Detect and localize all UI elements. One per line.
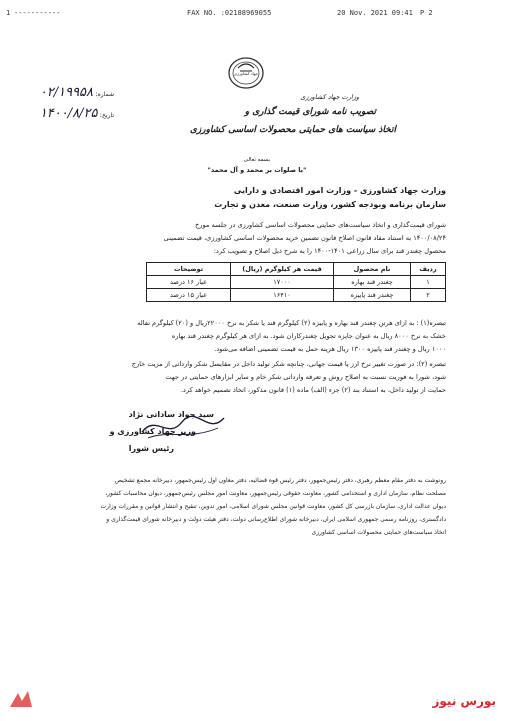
table-header-row bbox=[147, 263, 446, 276]
table-cell: ۱۷۰۰۰ bbox=[231, 276, 334, 289]
table-row bbox=[147, 276, 446, 289]
emblem-text: جهاد کشاورزی bbox=[233, 71, 259, 76]
reference-number: شماره: ۰۲/۱۹۹۵۸ bbox=[39, 85, 114, 100]
news-logo bbox=[6, 687, 36, 713]
note-line: تبصره (۲): در صورت تغییر نرخ ارز یا قیمت جهانی، چنانچه شکر تولید داخل در مقایسل شکر وارداتی از مزیت خارج bbox=[131, 360, 446, 368]
ministry-emblem bbox=[226, 56, 266, 90]
table-row bbox=[147, 289, 446, 302]
distribution-line: رونوشت به دفتر مقام معظم رهبری، دفتر رئیس‌جمهور، دفتر رئیس قوه قضائیه، دفتر معاون اول رئیس‌جمهور، دبیرخانه مجمع تشخیص bbox=[114, 477, 446, 484]
note-line: حمایت از تولید داخل، به استناد بند (۲) جزء (الف) ماده (۱) قانون مذکور، اتخاذ تصمیم خواهد کرد. bbox=[180, 386, 446, 394]
reference-date: تاریخ: ۱۴۰۰/۸/۲۵ bbox=[39, 106, 114, 121]
signature-title: وزیر جهاد کشاورزی و bbox=[109, 427, 196, 436]
fax-page-marker: 1 bbox=[6, 9, 11, 17]
intro-paragraph bbox=[66, 219, 446, 258]
intro-line: ۱۴۰۰/۰۸/۲۴ به استناد مفاد قانون اصلاح قانون تضمین خرید محصولات اساسی کشاورزی، قیمت تضمینی bbox=[163, 234, 446, 242]
basmala: بسمه تعالی bbox=[243, 157, 271, 163]
intro-line: شورای قیمت‌گذاری و اتخاذ سیاست‌های حمایتی محصولات اساسی کشاورزی در جلسه مورخ bbox=[195, 221, 446, 229]
reference-number-label: شماره bbox=[97, 91, 114, 98]
news-logo-icon bbox=[6, 687, 36, 713]
table-header: نام محصول bbox=[334, 263, 411, 276]
salavat: "با صلوات بر محمد و آل محمد" bbox=[207, 166, 307, 174]
reference-number-value: ۰۲/۱۹۹۵۸ bbox=[39, 85, 94, 100]
fax-number: FAX NO. :02188969055 bbox=[187, 9, 272, 17]
table-cell: عیار ۱۶ درصد bbox=[147, 276, 231, 289]
addressees-line2: سازمان برنامه وبودجه کشور، وزارت صنعت، معدن و تجارت bbox=[214, 200, 446, 209]
table-cell: چغندر قند پاییزه bbox=[334, 289, 411, 302]
note-line: ۱۰۰۰ ریال و چغندر قند پاییزه ۱۳۰۰ ریال هزینه حمل به قیمت تضمینی اضافه می‌شود. bbox=[214, 345, 446, 353]
note-line: خشک به نرخ ۸۰۰۰ ریال به عنوان جایزه تحویل چغندرکاران شود. به ازای هر کیلوگرم چغندر قند بهاره bbox=[171, 332, 446, 340]
letterhead-line1: تصویب نامه شورای قیمت گذاری و bbox=[244, 107, 376, 117]
fax-datetime: 20 Nov. 2021 09:41 bbox=[337, 9, 413, 17]
reference-date-value: ۱۴۰۰/۸/۲۵ bbox=[39, 106, 98, 121]
price-table bbox=[146, 262, 446, 302]
fax-page: P 2 bbox=[420, 9, 433, 17]
intro-line: محصول چغندر قند برای سال زراعی ۱۴۰۱-۱۴۰۰ را به شرح ذیل اصلاح و تصویب کرد: bbox=[213, 247, 446, 255]
letterhead-line2: اتخاذ سیاست های حمایتی محصولات اساسی کشاورزی bbox=[189, 125, 396, 135]
signature-role: رئیس شورا bbox=[128, 444, 174, 453]
table-cell: ۱ bbox=[411, 276, 446, 289]
signature-name: سید جواد ساداتی نژاد bbox=[128, 410, 214, 419]
note-1 bbox=[56, 317, 446, 356]
table-header: توضیحات bbox=[147, 263, 231, 276]
reference-date-label: تاریخ bbox=[102, 112, 114, 119]
watermark-text: بورس نیوز bbox=[432, 694, 496, 708]
table-cell: عیار ۱۵ درصد bbox=[147, 289, 231, 302]
distribution-line: اتخاذ سیاست‌های حمایتی محصولات اساسی کشاورزی bbox=[311, 529, 446, 536]
table-cell: ۲ bbox=[411, 289, 446, 302]
distribution-line: دادگستری، روزنامه رسمی جمهوری اسلامی ایران، دبیرخانه شورای اطلاع‌رسانی دولت، دفتر هیئت دولت و دبیرخانه شورای قیمت‌گذاری و bbox=[106, 516, 446, 523]
distribution-line: مصلحت نظام، سازمان اداری و استخدامی کشور، معاونت حقوقی رئیس‌جمهور، معاونت امور مجلس رئیس‌جمهور، دیوان محاسبات کشور، bbox=[105, 490, 446, 497]
table-cell: چغندر قند بهاره bbox=[334, 276, 411, 289]
note-2 bbox=[56, 358, 446, 397]
table-cell: ۱۶۴۱۰ bbox=[231, 289, 334, 302]
table-header: ردیف bbox=[411, 263, 446, 276]
fax-header bbox=[0, 7, 514, 21]
note-line: شود، شورا به فوریت نسبت به اصلاح روش و تعرفه وارداتی شکر خام و سایر ابزارهای حمایتی در جهت bbox=[165, 373, 446, 381]
ministry-name: وزارت جهاد کشاورزی bbox=[300, 93, 359, 101]
table-header: قیمت هر کیلوگرم (ریال) bbox=[231, 263, 334, 276]
distribution-list bbox=[51, 474, 446, 539]
addressees-line1: وزارت جهاد کشاورزی - وزارت امور اقتصادی و دارایی bbox=[233, 186, 446, 195]
note-line: تبصره(۱) : به ازای هرتن چغندر قند بهاره و پاییزه (۲) کیلوگرم قند یا شکر به نرخ ۲۲۰۰۰ریال و (۲۰) کیلوگرم تفاله bbox=[137, 319, 446, 327]
fax-dashes: ----------- bbox=[14, 9, 61, 17]
distribution-line: دیوان عدالت اداری، سازمان بازرسی کل کشور، معاونت قوانین مجلس شورای اسلامی، امور تدوین، تنقیح و انتشار قوانین و مقررات وزارت bbox=[100, 503, 446, 510]
